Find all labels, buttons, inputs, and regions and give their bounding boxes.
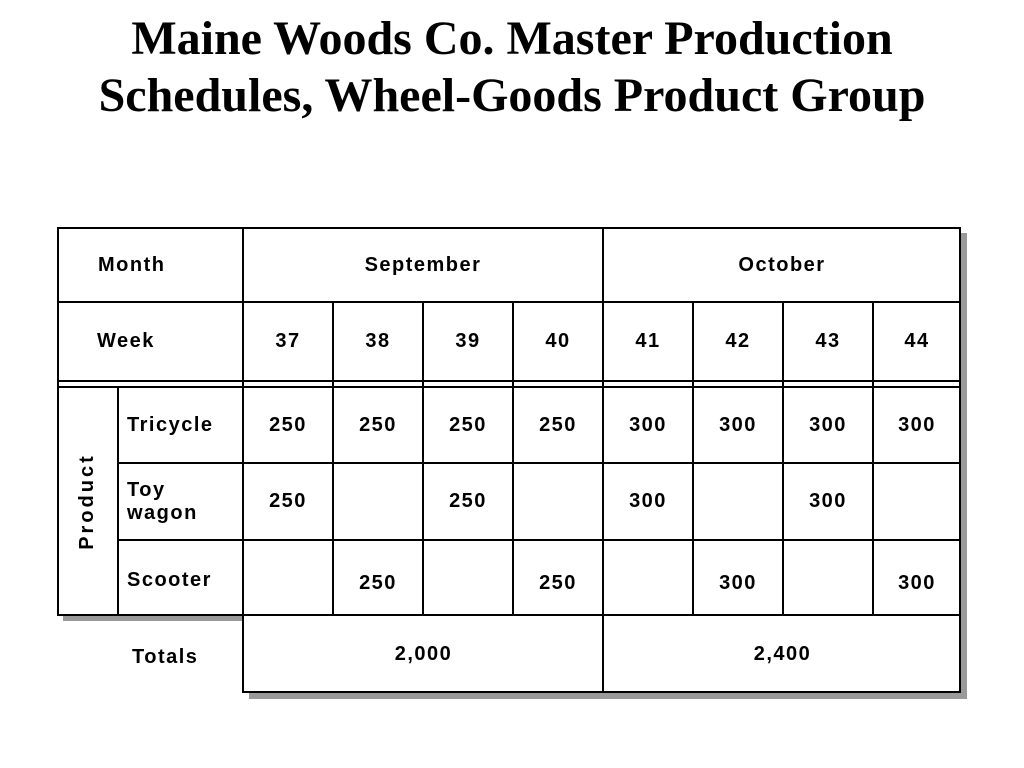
grid-line <box>332 302 334 615</box>
table-cell: 300 <box>693 389 783 462</box>
table-cell: 250 <box>423 464 513 539</box>
grid-line <box>422 302 424 615</box>
table-cell: 250 <box>243 389 333 462</box>
grid-line <box>57 386 961 388</box>
table-cell <box>423 541 513 615</box>
table-cell <box>603 541 693 615</box>
week-42: 42 <box>693 303 783 380</box>
slide-title <box>0 10 1024 124</box>
grid-line <box>512 302 514 615</box>
table-cell: 300 <box>603 389 693 462</box>
table-cell: 250 <box>333 389 423 462</box>
total-october: 2,400 <box>605 617 960 691</box>
table-cell <box>873 464 961 539</box>
table-cell: 250 <box>423 389 513 462</box>
week-43: 43 <box>783 303 873 380</box>
grid-line <box>242 227 244 693</box>
table-cell: 300 <box>873 541 961 615</box>
table-cell: 250 <box>513 541 603 615</box>
table-cell: 300 <box>783 389 873 462</box>
table-cell <box>693 464 783 539</box>
table-cell <box>333 464 423 539</box>
totals-label: Totals <box>132 645 199 668</box>
grid-line <box>959 227 961 693</box>
table-cell: 300 <box>693 541 783 615</box>
row-label-toy-wagon <box>117 464 243 539</box>
row-label-tricycle-text: Tricycle <box>127 414 214 436</box>
month-header: Month <box>86 229 236 301</box>
week-38: 38 <box>333 303 423 380</box>
row-label-toy-wagon-line-1: Toy <box>127 478 166 501</box>
slide-title-line-2: Schedules, Wheel-Goods Product Group <box>98 69 926 122</box>
product-group-label <box>57 387 117 615</box>
table-cell <box>513 464 603 539</box>
week-header: Week <box>86 303 236 380</box>
total-september: 2,000 <box>245 617 602 691</box>
table-cell: 250 <box>333 541 423 615</box>
table-cell <box>243 541 333 615</box>
grid-line <box>692 302 694 615</box>
week-41: 41 <box>603 303 693 380</box>
grid-line <box>57 301 961 303</box>
week-44: 44 <box>873 303 961 380</box>
table-cell: 300 <box>603 464 693 539</box>
table-cell: 250 <box>513 389 603 462</box>
row-label-scooter-text: Scooter <box>127 569 212 591</box>
grid-line <box>57 614 243 616</box>
grid-line <box>872 302 874 615</box>
grid-line <box>782 302 784 615</box>
table-cell: 300 <box>873 389 961 462</box>
table-cell: 300 <box>783 464 873 539</box>
grid-line <box>57 227 961 229</box>
week-40: 40 <box>513 303 603 380</box>
table-cell <box>783 541 873 615</box>
grid-line <box>602 227 604 693</box>
week-37: 37 <box>243 303 333 380</box>
row-label-toy-wagon-line-2: wagon <box>127 501 198 524</box>
slide-title-line-1: Maine Woods Co. Master Production <box>131 12 893 65</box>
month-september: September <box>243 229 603 301</box>
week-39: 39 <box>423 303 513 380</box>
row-label-scooter <box>117 541 243 613</box>
row-label-tricycle <box>117 389 243 462</box>
table-cell: 250 <box>243 464 333 539</box>
month-october: October <box>603 229 961 301</box>
product-label-text: Product <box>75 452 98 550</box>
grid-line <box>117 387 119 615</box>
grid-line <box>57 380 961 382</box>
grid-line <box>57 227 59 616</box>
